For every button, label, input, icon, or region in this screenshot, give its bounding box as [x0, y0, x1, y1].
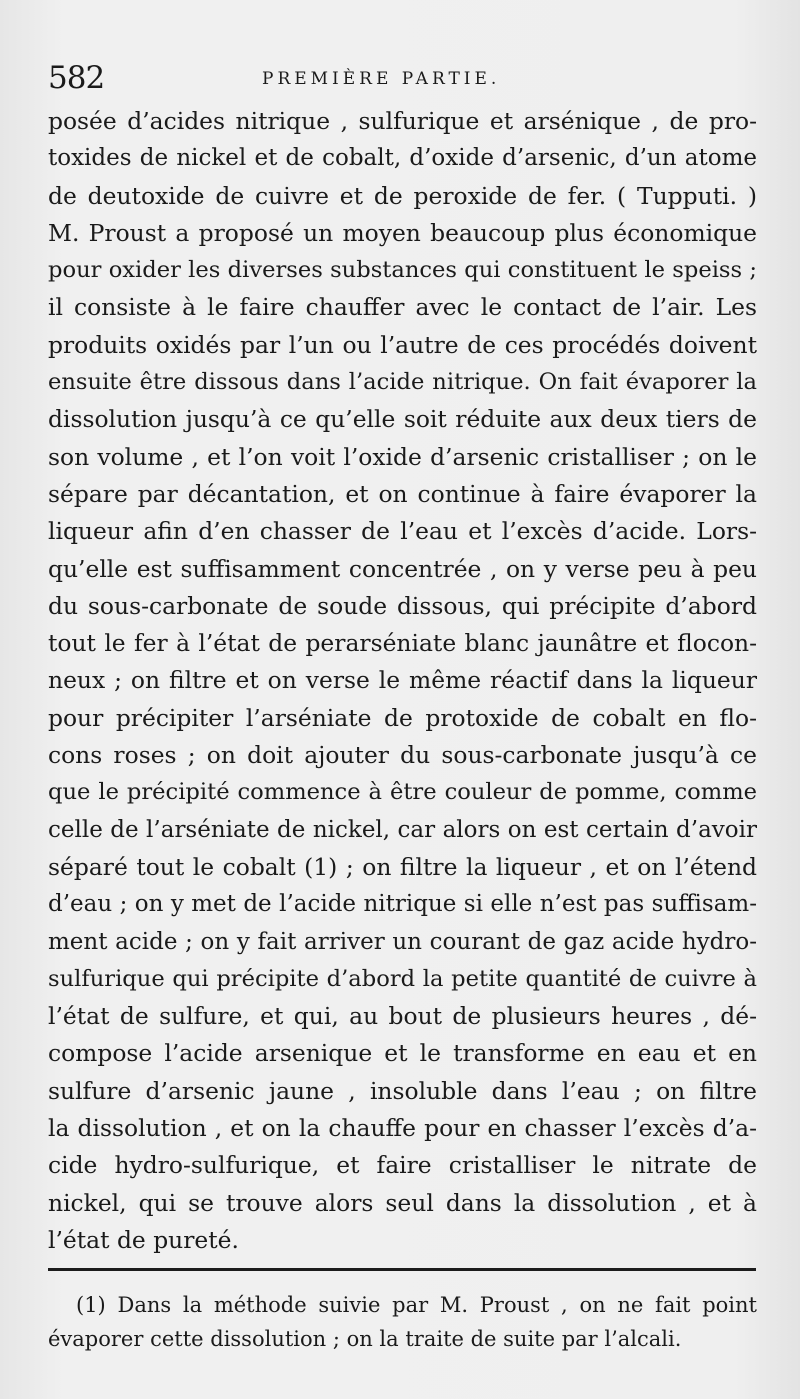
- text-line: pour précipiter l’arséniate de protoxide de cobalt en flo-: [48, 703, 757, 732]
- text-line: ensuite être dissous dans l’acide nitrique. On fait évaporer la: [48, 369, 757, 396]
- text-line: nickel, qui se trouve alors seul dans la dissolution , et à: [48, 1188, 757, 1217]
- text-line: neux ; on filtre et on verse le même réactif dans la liqueur: [48, 666, 757, 695]
- page-header: [48, 58, 748, 98]
- text-line: la dissolution , et on la chauffe pour en chasser l’excès d’a-: [48, 1114, 757, 1143]
- text-line: sulfurique qui précipite d’abord la petite quantité de cuivre à: [48, 965, 757, 992]
- footnote: [48, 1288, 757, 1356]
- footnote-line: évaporer cette dissolution ; on la traite de suite par l’alcali.: [48, 1327, 682, 1351]
- text-line: pour oxider les diverses substances qui constituent le speiss ;: [48, 257, 757, 284]
- text-line: dissolution jusqu’à ce qu’elle soit réduite aux deux tiers de: [48, 405, 757, 434]
- text-line: cons roses ; on doit ajouter du sous-carbonate jusqu’à ce: [48, 741, 757, 770]
- text-line: celle de l’arséniate de nickel, car alors on est certain d’avoir: [48, 816, 757, 843]
- text-line: produits oxidés par l’un ou l’autre de ces procédés doivent: [48, 330, 757, 359]
- text-line: l’état de pureté.: [48, 1225, 239, 1254]
- text-line: cide hydro-sulfurique, et faire cristalliser le nitrate de: [48, 1151, 757, 1180]
- text-line: posée d’acides nitrique , sulfurique et arsénique , de pro-: [48, 107, 757, 135]
- text-line: M. Proust a proposé un moyen beaucoup plus économique: [48, 218, 757, 247]
- text-line: d’eau ; on y met de l’acide nitrique si elle n’est pas suffisam-: [48, 891, 757, 918]
- text-line: compose l’acide arsenique et le transforme en eau et en: [48, 1039, 757, 1068]
- text-line: de deutoxide de cuivre et de peroxide de fer. ( Tupputi. ): [48, 181, 757, 210]
- text-line: que le précipité commence à être couleur de pomme, comme: [48, 779, 757, 806]
- text-line: il consiste à le faire chauffer avec le contact de l’air. Les: [48, 293, 757, 322]
- body-text: [48, 103, 757, 1259]
- text-line: sépare par décantation, et on continue à faire évaporer la: [48, 479, 757, 508]
- footnote-line: (1) Dans la méthode suivie par M. Proust , on ne fait point: [76, 1293, 757, 1317]
- text-line: toxides de nickel et de cobalt, d’oxide d’arsenic, d’un atome: [48, 145, 757, 172]
- footnote-divider: [48, 1268, 756, 1271]
- text-line: l’état de sulfure, et qui, au bout de plusieurs heures , dé-: [48, 1002, 757, 1031]
- running-head: PREMIÈRE PARTIE.: [262, 69, 501, 89]
- text-line: liqueur afin d’en chasser de l’eau et l’excès d’acide. Lors-: [48, 517, 757, 546]
- text-line: qu’elle est suffisamment concentrée , on y verse peu à peu: [48, 554, 757, 583]
- text-line: ment acide ; on y fait arriver un courant de gaz acide hydro-: [48, 928, 757, 955]
- text-line: son volume , et l’on voit l’oxide d’arsenic cristalliser ; on le: [48, 442, 757, 471]
- text-line: séparé tout le cobalt (1) ; on filtre la liqueur , et on l’étend: [48, 852, 757, 881]
- page-number: 582: [48, 60, 105, 96]
- text-line: tout le fer à l’état de perarséniate blanc jaunâtre et flocon-: [48, 629, 757, 658]
- text-line: sulfure d’arsenic jaune , insoluble dans l’eau ; on filtre: [48, 1076, 757, 1105]
- text-line: du sous-carbonate de soude dissous, qui précipite d’abord: [48, 591, 757, 620]
